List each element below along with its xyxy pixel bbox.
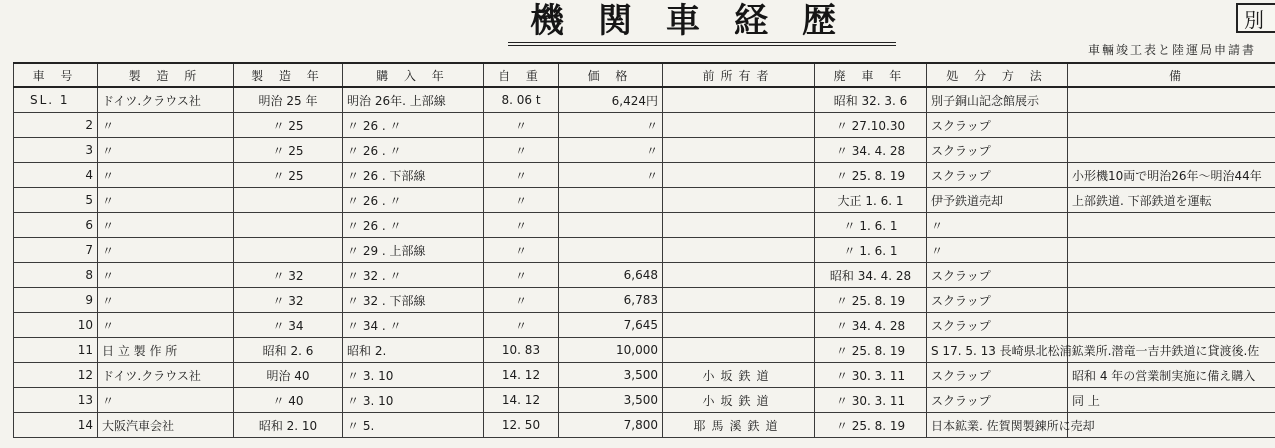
year-built-cell: 〃 34 [234,313,343,338]
previous-owner-cell [663,87,815,113]
scrapped-year-cell: 〃 1. 6. 1 [815,238,927,263]
col-header-year-built: 製 造 年 [234,63,343,87]
year-built-cell [234,238,343,263]
year-purchased-cell: 〃 5. [343,413,484,438]
weight-cell: 〃 [484,163,559,188]
price-cell [559,213,663,238]
source-note: 車輛竣工表と陸運局申請書 [1088,43,1257,57]
table-row [14,113,1275,138]
disposal-method-cell: スクラップ [927,363,1068,388]
disposal-method-cell: スクラップ [927,138,1068,163]
manufacturer-cell: 〃 [98,188,234,213]
col-header-remarks: 備 [1068,63,1275,87]
previous-owner-cell [663,238,815,263]
price-cell: 6,648 [559,263,663,288]
car-number-cell: 11 [14,338,98,363]
price-cell: 6,424円 [559,87,663,113]
table-row [14,288,1275,313]
table-row [14,213,1275,238]
previous-owner-cell: 小坂鉄道 [663,363,815,388]
scrapped-year-cell: 昭和 32. 3. 6 [815,87,927,113]
year-purchased-cell: 〃 29 . 上部線 [343,238,484,263]
disposal-method-cell: スクラップ [927,263,1068,288]
previous-owner-cell [663,138,815,163]
previous-owner-cell [663,113,815,138]
table-row [14,238,1275,263]
car-number-cell: 13 [14,388,98,413]
table-header-row [14,63,1275,87]
remarks-cell [1068,113,1275,138]
disposal-method-cell: スクラップ [927,288,1068,313]
previous-owner-cell: 耶馬溪鉄道 [663,413,815,438]
price-cell: 3,500 [559,363,663,388]
previous-owner-cell [663,263,815,288]
disposal-method-cell: スクラップ [927,313,1068,338]
disposal-method-cell: 〃 [927,238,1068,263]
year-purchased-cell: 〃 26 . 下部線 [343,163,484,188]
year-built-cell [234,188,343,213]
price-cell: 〃 [559,113,663,138]
remarks-cell [1068,138,1275,163]
manufacturer-cell: 〃 [98,288,234,313]
disposal-method-cell: 日本鉱業. 佐賀関製錬所に売却 [927,413,1068,438]
scrapped-year-cell: 大正 1. 6. 1 [815,188,927,213]
year-built-cell: 昭和 2. 6 [234,338,343,363]
remarks-cell [1068,313,1275,338]
manufacturer-cell: 〃 [98,113,234,138]
manufacturer-cell: 〃 [98,213,234,238]
previous-owner-cell [663,338,815,363]
weight-cell: 8. 06 t [484,87,559,113]
scrapped-year-cell: 〃 25. 8. 19 [815,413,927,438]
car-number-cell: 5 [14,188,98,213]
remarks-cell: 昭和 4 年の営業制実施に備え購入 [1068,363,1275,388]
scrapped-year-cell: 〃 30. 3. 11 [815,363,927,388]
page-title: 機関車経歴 [530,1,870,41]
price-cell [559,238,663,263]
manufacturer-cell: ドイツ.クラウス社 [98,363,234,388]
remarks-cell [1068,238,1275,263]
weight-cell: 10. 83 [484,338,559,363]
year-purchased-cell: 〃 32 . 下部線 [343,288,484,313]
price-cell [559,188,663,213]
scrapped-year-cell: 〃 34. 4. 28 [815,138,927,163]
car-number-cell: 3 [14,138,98,163]
col-header-previous-owner: 前所有者 [663,63,815,87]
remarks-cell [1068,213,1275,238]
manufacturer-cell: 〃 [98,238,234,263]
col-header-weight: 自 重 [484,63,559,87]
manufacturer-cell: 〃 [98,263,234,288]
remarks-cell [1068,87,1275,113]
disposal-method-cell: 〃 [927,213,1068,238]
weight-cell: 〃 [484,113,559,138]
title-underline [508,45,896,46]
remarks-cell [1068,288,1275,313]
locomotive-history-table [13,62,1275,438]
weight-cell: 〃 [484,263,559,288]
scrapped-year-cell: 〃 25. 8. 19 [815,288,927,313]
year-purchased-cell: 明治 26年. 上部線 [343,87,484,113]
weight-cell: 14. 12 [484,388,559,413]
disposal-method-cell: 別子銅山記念館展示 [927,87,1068,113]
year-built-cell: 〃 32 [234,263,343,288]
scrapped-year-cell: 昭和 34. 4. 28 [815,263,927,288]
year-built-cell: 〃 25 [234,113,343,138]
previous-owner-cell: 小坂鉄道 [663,388,815,413]
year-built-cell: 昭和 2. 10 [234,413,343,438]
price-cell: 〃 [559,138,663,163]
title-underline [508,42,896,43]
col-header-price: 価 格 [559,63,663,87]
year-built-cell: 明治 25 年 [234,87,343,113]
remarks-cell [1068,413,1275,438]
remarks-cell: 同 上 [1068,388,1275,413]
disposal-method-cell: 伊予鉄道売却 [927,188,1068,213]
disposal-method-cell: スクラップ [927,388,1068,413]
year-purchased-cell: 昭和 2. [343,338,484,363]
year-purchased-cell: 〃 26 . 〃 [343,213,484,238]
weight-cell: 〃 [484,213,559,238]
car-number-cell: 9 [14,288,98,313]
table-row [14,363,1275,388]
previous-owner-cell [663,288,815,313]
table-row [14,263,1275,288]
year-purchased-cell: 〃 3. 10 [343,388,484,413]
table-row [14,163,1275,188]
table-row [14,87,1275,113]
weight-cell: 〃 [484,138,559,163]
car-number-cell: 10 [14,313,98,338]
weight-cell: 14. 12 [484,363,559,388]
year-purchased-cell: 〃 26 . 〃 [343,113,484,138]
price-cell: 7,645 [559,313,663,338]
appendix-tag: 別 [1236,3,1275,33]
scrapped-year-cell: 〃 1. 6. 1 [815,213,927,238]
price-cell: 〃 [559,163,663,188]
price-cell: 10,000 [559,338,663,363]
table-row [14,338,1275,363]
year-built-cell: 〃 25 [234,163,343,188]
table-row [14,313,1275,338]
manufacturer-cell: 大阪汽車会社 [98,413,234,438]
car-number-cell: 7 [14,238,98,263]
col-header-scrapped-year: 廃 車 年 [815,63,927,87]
scrapped-year-cell: 〃 25. 8. 19 [815,163,927,188]
weight-cell: 12. 50 [484,413,559,438]
disposal-method-cell: S 17. 5. 13 長崎県北松浦鉱業所.潜竜一吉井鉄道に貸渡後.佐 [927,338,1068,363]
scrapped-year-cell: 〃 25. 8. 19 [815,338,927,363]
previous-owner-cell [663,313,815,338]
col-header-car-number: 車 号 [14,63,98,87]
year-built-cell: 〃 25 [234,138,343,163]
car-number-cell: 14 [14,413,98,438]
previous-owner-cell [663,213,815,238]
year-purchased-cell: 〃 26 . 〃 [343,138,484,163]
year-built-cell [234,213,343,238]
remarks-cell: 上部鉄道. 下部鉄道を運転 [1068,188,1275,213]
year-purchased-cell: 〃 26 . 〃 [343,188,484,213]
car-number-cell: 6 [14,213,98,238]
table-row [14,413,1275,438]
weight-cell: 〃 [484,238,559,263]
scrapped-year-cell: 〃 27.10.30 [815,113,927,138]
year-purchased-cell: 〃 32 . 〃 [343,263,484,288]
col-header-disposal-method: 処 分 方 法 [927,63,1068,87]
table-row [14,388,1275,413]
year-purchased-cell: 〃 3. 10 [343,363,484,388]
previous-owner-cell [663,188,815,213]
manufacturer-cell: 〃 [98,138,234,163]
year-purchased-cell: 〃 34 . 〃 [343,313,484,338]
weight-cell: 〃 [484,313,559,338]
col-header-year-purchased: 購 入 年 [343,63,484,87]
car-number-cell: 8 [14,263,98,288]
scrapped-year-cell: 〃 34. 4. 28 [815,313,927,338]
car-number-cell: SL. 1 [14,87,98,113]
col-header-manufacturer: 製 造 所 [98,63,234,87]
weight-cell: 〃 [484,288,559,313]
price-cell: 7,800 [559,413,663,438]
remarks-cell: 小形機10両で明治26年～明治44年 [1068,163,1275,188]
previous-owner-cell [663,163,815,188]
car-number-cell: 4 [14,163,98,188]
manufacturer-cell: 〃 [98,313,234,338]
remarks-cell [1068,263,1275,288]
weight-cell: 〃 [484,188,559,213]
car-number-cell: 2 [14,113,98,138]
table-row [14,138,1275,163]
disposal-method-cell: スクラップ [927,163,1068,188]
year-built-cell: 〃 32 [234,288,343,313]
year-built-cell: 明治 40 [234,363,343,388]
manufacturer-cell: ドイツ.クラウス社 [98,87,234,113]
price-cell: 3,500 [559,388,663,413]
year-built-cell: 〃 40 [234,388,343,413]
disposal-method-cell: スクラップ [927,113,1068,138]
manufacturer-cell: 〃 [98,163,234,188]
car-number-cell: 12 [14,363,98,388]
price-cell: 6,783 [559,288,663,313]
table-row [14,188,1275,213]
manufacturer-cell: 日 立 製 作 所 [98,338,234,363]
scrapped-year-cell: 〃 30. 3. 11 [815,388,927,413]
manufacturer-cell: 〃 [98,388,234,413]
